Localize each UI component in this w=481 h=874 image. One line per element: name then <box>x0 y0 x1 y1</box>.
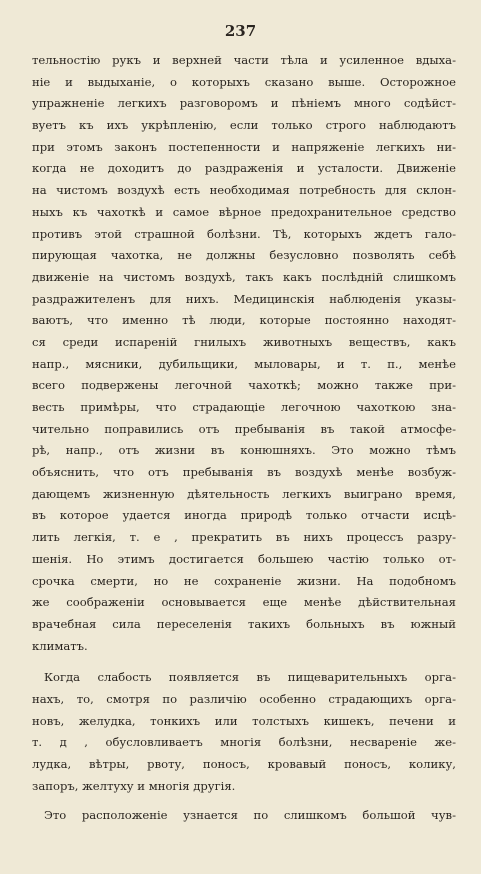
text-line: напр., мясники, дубильщики, мыловары, и т. п., менѣе <box>32 356 456 371</box>
text-line: новъ, желудка, тонкихъ или толстыхъ кишекъ, печени и <box>32 713 456 728</box>
text-line: на чистомъ воздухѣ есть необходимая потребность для склон- <box>32 183 456 198</box>
text-line: запоръ, желтуху и многія другія. <box>32 778 236 793</box>
text-line: рѣ, напр., отъ жизни въ конюшняхъ. Это можно тѣмъ <box>32 443 456 458</box>
text-line: климатъ. <box>32 638 88 653</box>
text-line: нахъ, то, смотря по различію особенно страдающихъ орга- <box>32 691 456 706</box>
text-line: противъ этой страшной болѣзни. Тѣ, которыхъ ждетъ гало- <box>32 226 456 241</box>
text-line: врачебная сила переселенія такихъ больныхъ въ южный <box>32 616 456 631</box>
text-line: объяснить, что отъ пребыванія въ воздухѣ менѣе возбуж- <box>32 465 456 480</box>
text-line: когда не доходитъ до раздраженія и усталости. Движеніе <box>32 161 456 176</box>
text-line: срочка смерти, но не сохраненіе жизни. На подобномъ <box>32 573 456 588</box>
text-line: при этомъ законъ постепенности и напряженіе легкихъ ни- <box>32 139 456 154</box>
page-number: 237 <box>224 22 257 40</box>
text-line: ніе и выдыханіе, о которыхъ сказано выше. Осторожное <box>32 74 456 89</box>
text-line: ныхъ къ чахоткѣ и самое вѣрное предохранительное средство <box>32 204 456 219</box>
text-line: всего подвержены легочной чахоткѣ; можно также при- <box>32 378 456 393</box>
text-line: ваютъ, что именно тѣ люди, которые постоянно находят- <box>32 313 456 328</box>
text-line: шенія. Но этимъ достигается большею частію только от- <box>32 551 456 566</box>
body-text <box>32 50 456 827</box>
text-line: движеніе на чистомъ воздухѣ, такъ какъ послѣдній слишкомъ <box>32 269 456 284</box>
text-line: весть примѣры, что страдающіе легочною чахоткою зна- <box>32 400 456 414</box>
text-line: дающемъ жизненную дѣятельность легкихъ выиграно время, <box>32 486 456 501</box>
text-line: упражненіе легкихъ разговоромъ и пѣніемъ много содѣйст- <box>32 96 456 111</box>
text-line: чительно поправились отъ пребыванія въ такой атмосфе- <box>32 421 456 436</box>
text-line: Когда слабость появляется въ пищеварительныхъ орга- <box>44 670 456 685</box>
text-line: лить легкія, т. е , прекратить въ нихъ процессъ разру- <box>32 530 456 545</box>
text-line: раздражителенъ для нихъ. Медицинскія наблюденія указы- <box>32 291 456 306</box>
text-line: вуетъ къ ихъ укрѣпленію, если только строго наблюдаютъ <box>32 118 456 133</box>
text-line: лудка, вѣтры, рвоту, поносъ, кровавый поносъ, колику, <box>32 757 456 771</box>
text-line: ся среди испареній гнилыхъ животныхъ веществъ, какъ <box>32 334 456 349</box>
text-line: т. д , обусловливаетъ многія болѣзни, несвареніе же- <box>32 735 456 750</box>
text-line: Это расположеніе узнается по слишкомъ большой чув- <box>44 808 456 823</box>
text-line: пирующая чахотка, не должны безусловно позволять себѣ <box>32 248 456 263</box>
text-line: же соображеніи основывается еще менѣе дѣйствительная <box>32 595 456 610</box>
text-line: въ которое удается иногда природѣ только отчасти исцѣ- <box>32 508 456 523</box>
text-line: тельностію рукъ и верхней части тѣла и усиленное вдыха- <box>32 53 456 67</box>
